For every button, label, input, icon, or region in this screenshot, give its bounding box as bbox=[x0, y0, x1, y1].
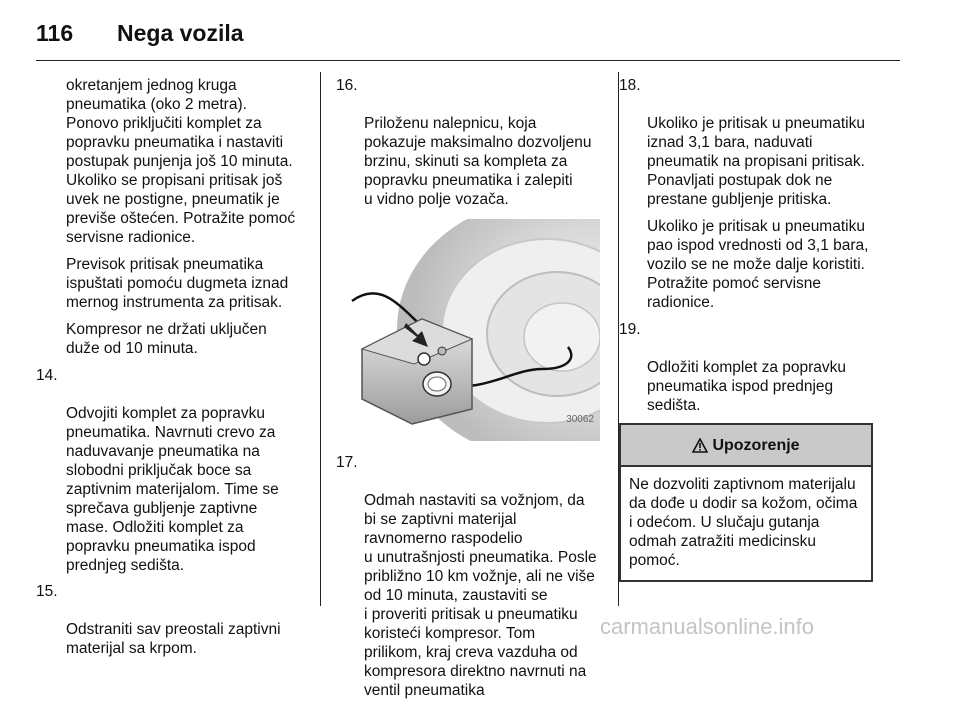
warning-text: Ne dozvoliti zaptivnom materijalu da dođe u dodir sa kožom, očima i odećom. U slučaju gutanja odmah zatražiti medicinsku pomoć. bbox=[629, 476, 858, 569]
list-item-14 bbox=[36, 366, 318, 575]
paragraph: Kompresor ne držati uključen duže od 10 minuta. bbox=[66, 321, 267, 357]
item-number: 15. bbox=[36, 583, 58, 600]
tire-compressor-drawing bbox=[342, 219, 600, 441]
item-text: Odstraniti sav preostali zaptivni materijal sa krpom. bbox=[66, 621, 281, 657]
paragraph: okretanjem jednog kruga pneumatika (oko 2 metra). Ponovo priključiti komplet za popravku pneumatika i nastaviti postupak punjenja još 10 minuta. Ukoliko se propisani pritisak još uvek ne postigne, pneumatik je previše oštećen. Potražite pomoć servisne radionice. bbox=[66, 77, 296, 246]
item-text: Odložiti komplet za popravku pneumatika ispod prednjeg sedišta. bbox=[647, 359, 847, 414]
warning-box bbox=[619, 423, 873, 582]
item-text: Odvojiti komplet za popravku pneumatika. Navrnuti crevo za naduvavanje pneumatika na slobodni priključak boce sa zaptivnim materijalom. Time se sprečava gubljenje zaptivne mase. Odložiti komplet za popravku pneumatika ispod prednjeg sedišta. bbox=[66, 405, 279, 574]
list-item-17 bbox=[336, 453, 608, 700]
column-2 bbox=[336, 76, 608, 707]
item-number: 14. bbox=[36, 367, 58, 384]
column-1 bbox=[36, 76, 318, 665]
list-item-19 bbox=[619, 320, 905, 415]
warning-title: Upozorenje bbox=[712, 436, 800, 454]
item-text: Ukoliko je pritisak u pneumatiku iznad 3,1 bara, naduvati pneumatik na propisani pritisak. Ponavljati postupak dok ne prestane gubljenje pritiska. bbox=[647, 115, 865, 208]
warning-triangle-icon bbox=[692, 438, 708, 453]
warning-header bbox=[621, 425, 871, 467]
list-item-16 bbox=[336, 76, 608, 209]
page-title: Nega vozila bbox=[117, 20, 244, 46]
paragraph: Ukoliko je pritisak u pneumatiku pao ispod vrednosti od 3,1 bara, vozilo se ne može dalje koristiti. Potražite pomoć servisne radionice. bbox=[647, 218, 869, 311]
figure-number: 30062 bbox=[566, 414, 594, 425]
page-header bbox=[0, 0, 960, 62]
paragraph: Previsok pritisak pneumatika ispuštati pomoću dugmeta iznad mernog instrumenta za pritisak. bbox=[66, 256, 289, 311]
watermark: carmanualsonline.info bbox=[600, 614, 815, 639]
item-number: 17. bbox=[336, 454, 358, 471]
column-divider-1 bbox=[320, 72, 321, 606]
item-number: 16. bbox=[336, 77, 358, 94]
header-rule bbox=[36, 60, 900, 61]
column-3 bbox=[619, 76, 905, 582]
item-text: Priloženu nalepnicu, koja pokazuje maksimalno dozvoljenu brzinu, skinuti sa kompleta za popravku pneumatika i zalepiti u vidno polje vozača. bbox=[364, 115, 592, 208]
compressor-illustration bbox=[342, 219, 600, 441]
page-number: 116 bbox=[36, 20, 74, 46]
item-text: Odmah nastaviti sa vožnjom, da bi se zaptivni materijal ravnomerno raspodelio u unutrašnjosti pneumatika. Posle približno 10 km vožnje, ali ne više od 10 minuta, zaustaviti se i proveriti pritisak u pneumatiku koristeći kompresor. Tom prilikom, kraj creva vazduha od kompresora direktno navrnuti na ventil pneumatika bbox=[364, 492, 597, 699]
item-number: 18. bbox=[619, 77, 641, 94]
list-item-15 bbox=[36, 582, 318, 658]
list-item-18 bbox=[619, 76, 905, 209]
item-number: 19. bbox=[619, 321, 641, 338]
